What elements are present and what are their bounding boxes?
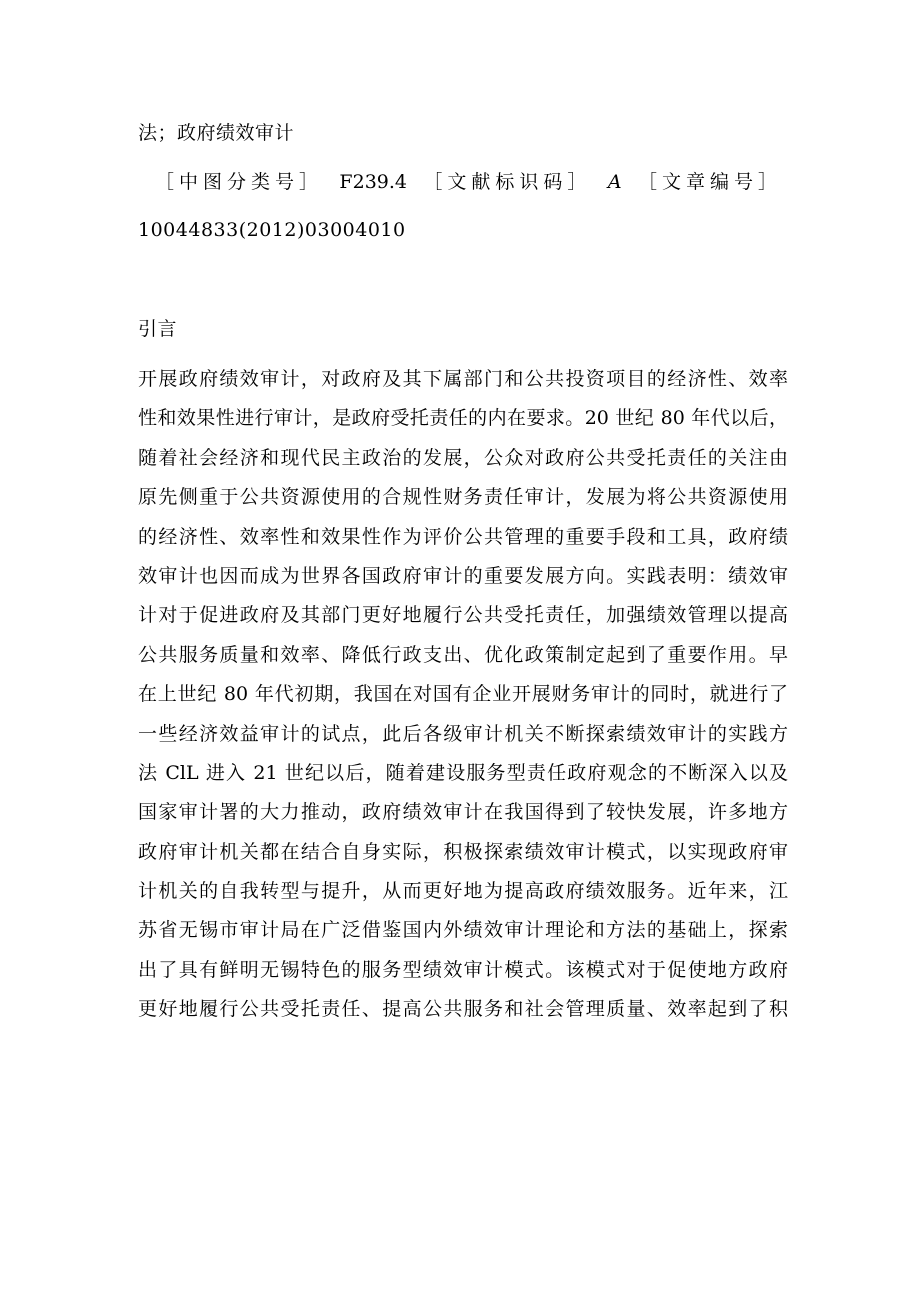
paragraph-line: 原先侧重于公共资源使用的合规性财务责任审计，发展为将公共资源使用 bbox=[138, 486, 788, 509]
paragraph-line: 计机关的自我转型与提升，从而更好地为提高政府绩效服务。近年来，江 bbox=[138, 880, 788, 903]
paragraph-line: 法 ClL 进入 21 世纪以后，随着建设服务型责任政府观念的不断深入以及 bbox=[138, 761, 788, 784]
article-number: 10044833(2012)03004010 bbox=[138, 219, 406, 241]
section-title: 引言 bbox=[138, 318, 178, 340]
doc-code-value: A bbox=[607, 171, 622, 193]
body-paragraph bbox=[138, 360, 788, 1030]
paragraph-line: 效审计也因而成为世界各国政府审计的重要发展方向。实践表明：绩效审 bbox=[138, 564, 788, 587]
paragraph-line: 政府审计机关都在结合自身实际，积极探索绩效审计模式，以实现政府审 bbox=[138, 840, 788, 863]
paragraph-line: 开展政府绩效审计，对政府及其下属部门和公共投资项目的经济性、效率 bbox=[138, 368, 788, 390]
article-no-label: ［文章编号］ bbox=[637, 171, 782, 193]
classification-line bbox=[155, 170, 782, 194]
paragraph-line: 计对于促进政府及其部门更好地履行公共受托责任，加强绩效管理以提高 bbox=[138, 604, 788, 627]
doc-code-label: ［文献标识码］ bbox=[423, 171, 592, 193]
paragraph-line: 性和效果性进行审计，是政府受托责任的内在要求。20 世纪 80 年代以后， bbox=[138, 407, 788, 430]
paragraph-line: 出了具有鲜明无锡特色的服务型绩效审计模式。该模式对于促使地方政府 bbox=[138, 958, 788, 981]
paragraph-line: 苏省无锡市审计局在广泛借鉴国内外绩效审计理论和方法的基础上，探索 bbox=[138, 919, 788, 942]
paragraph-line: 国家审计署的大力推动，政府绩效审计在我国得到了较快发展，许多地方 bbox=[138, 801, 788, 824]
paragraph-line: 随着社会经济和现代民主政治的发展，公众对政府公共受托责任的关注由 bbox=[138, 446, 788, 469]
paragraph-line: 公共服务质量和效率、降低行政支出、优化政策制定起到了重要作用。早 bbox=[138, 643, 788, 666]
clc-label: ［中图分类号］ bbox=[155, 171, 324, 193]
paragraph-line: 一些经济效益审计的试点，此后各级审计机关不断探索绩效审计的实践方 bbox=[138, 722, 788, 745]
clc-value: F239.4 bbox=[339, 171, 407, 193]
paragraph-line: 的经济性、效率性和效果性作为评价公共管理的重要手段和工具，政府绩 bbox=[138, 525, 788, 548]
paragraph-line: 在上世纪 80 年代初期，我国在对国有企业开展财务审计的同时，就进行了 bbox=[138, 683, 788, 706]
keywords-tail: 法；政府绩效审计 bbox=[138, 122, 295, 144]
paragraph-line: 更好地履行公共受托责任、提高公共服务和社会管理质量、效率起到了积 bbox=[138, 998, 788, 1021]
